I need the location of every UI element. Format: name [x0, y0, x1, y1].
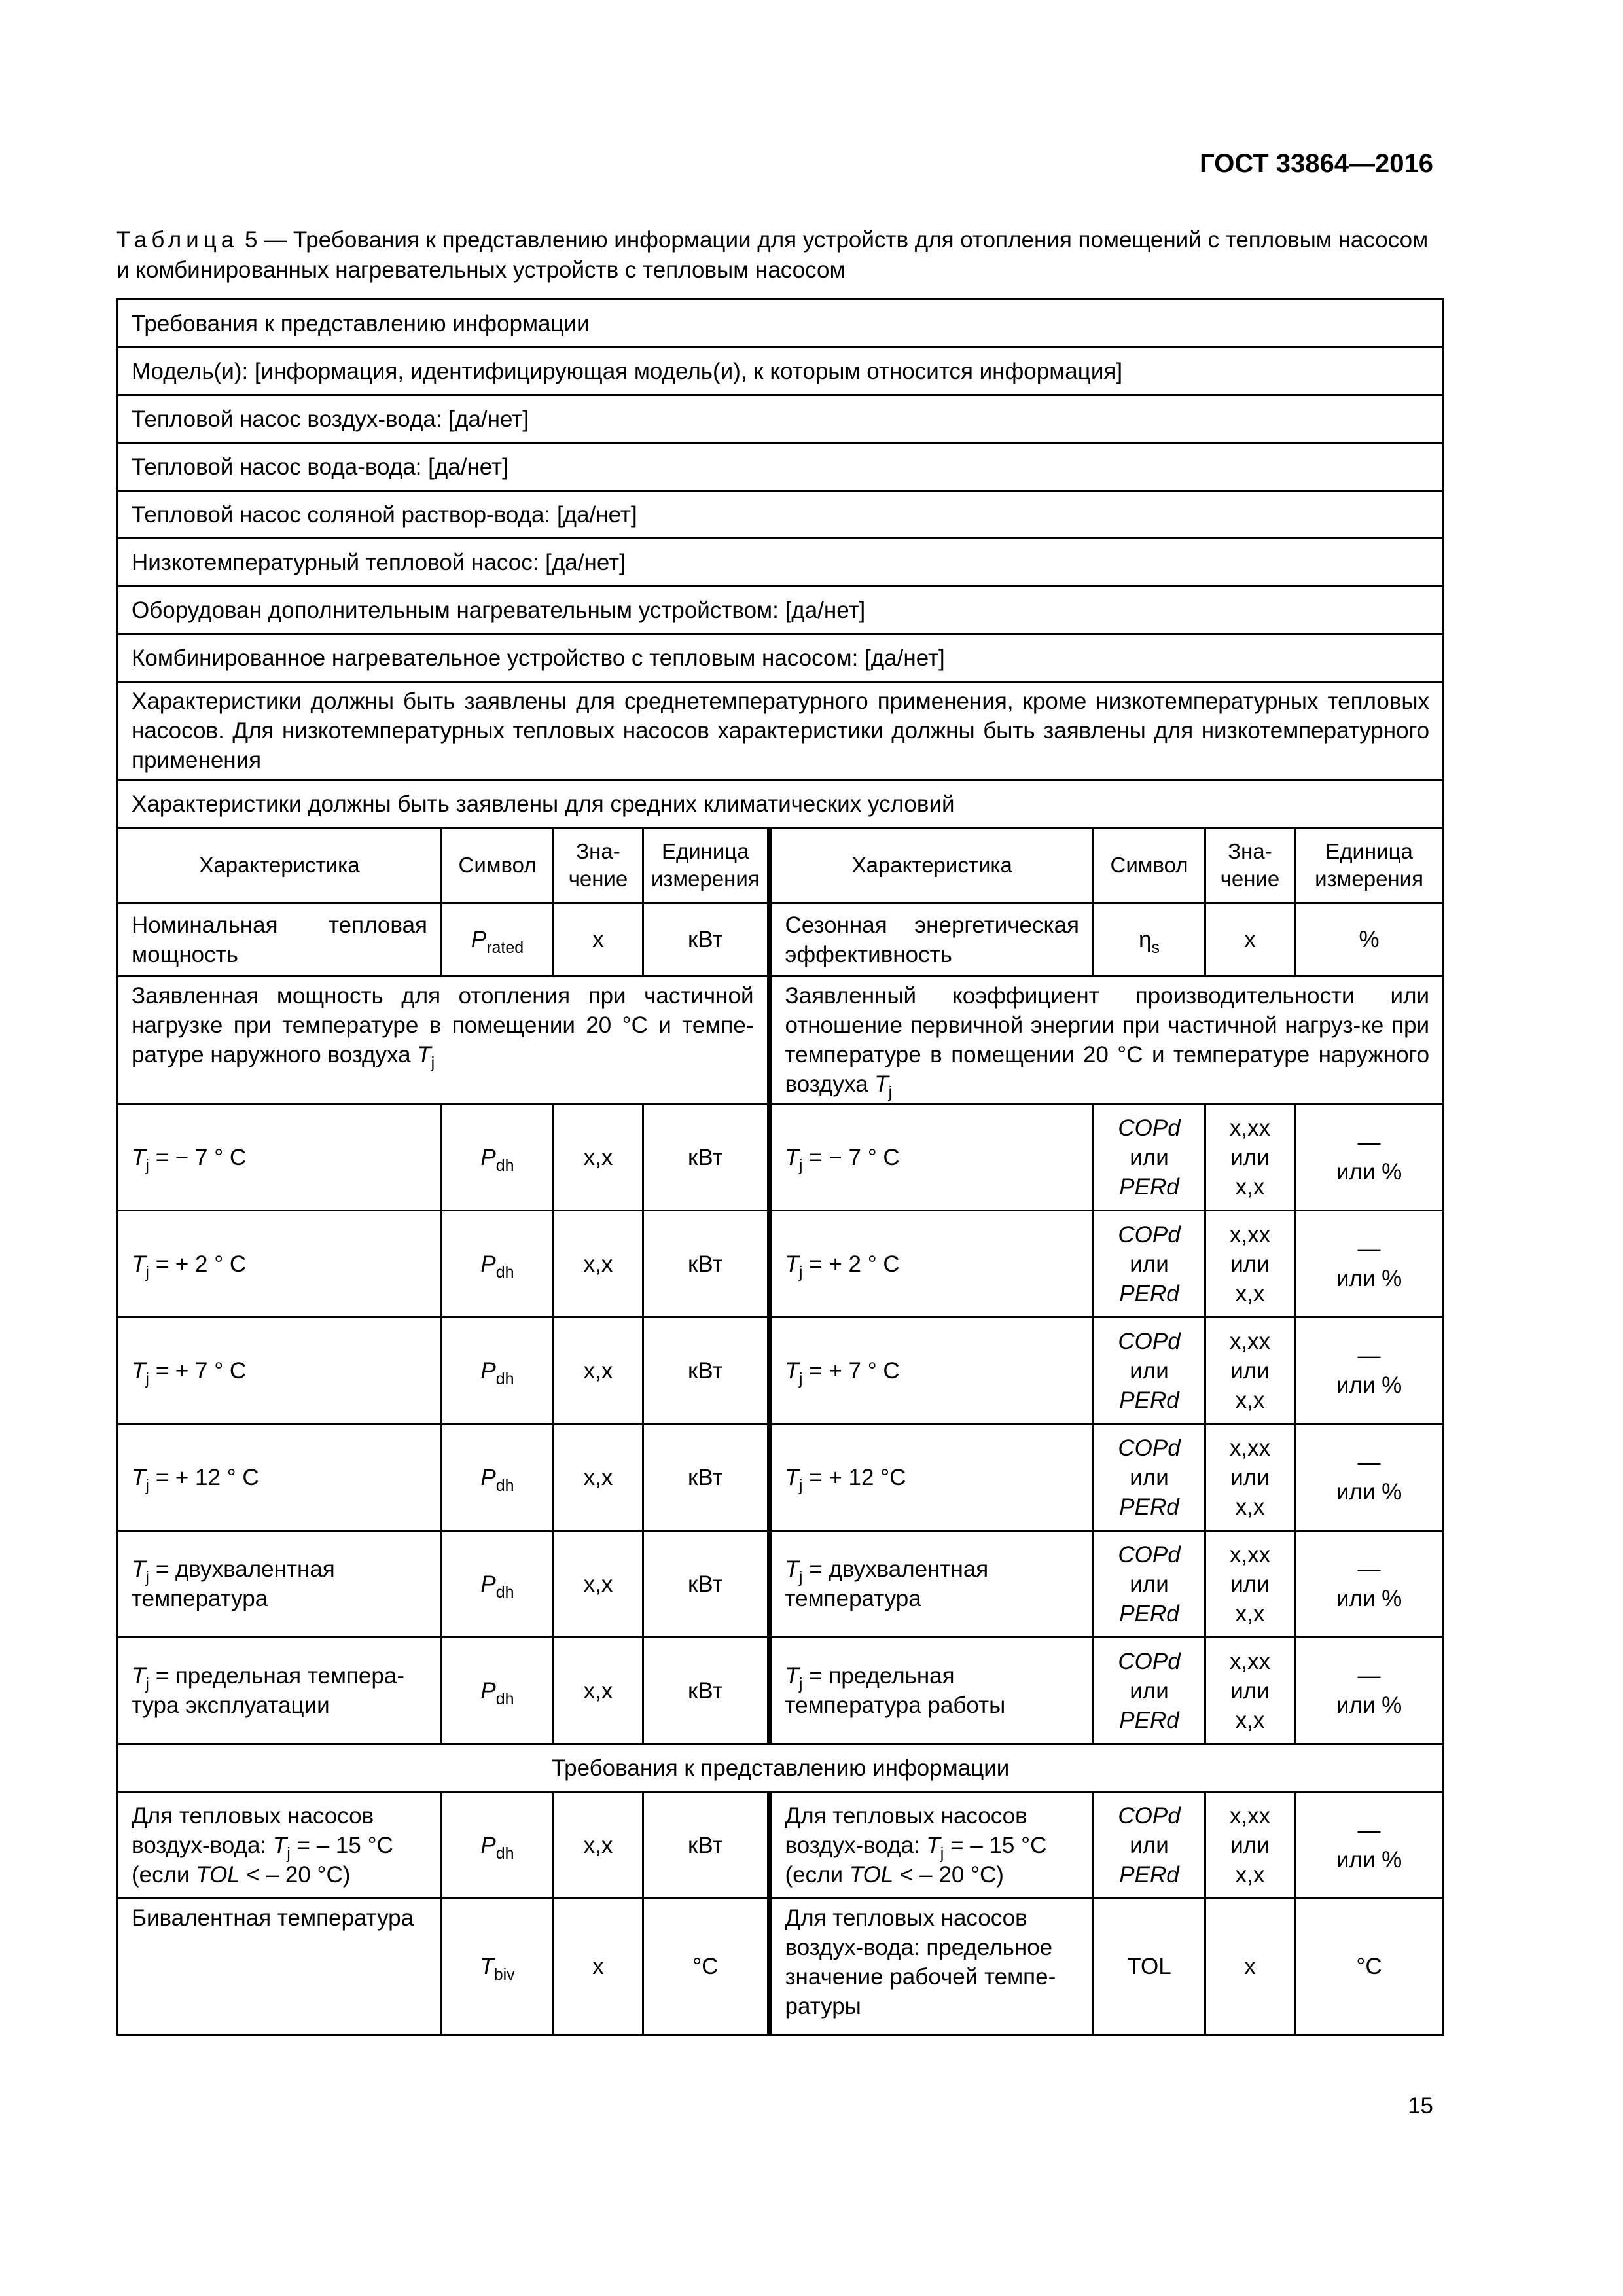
- col-value-right: Зна- чение: [1205, 828, 1295, 903]
- col-value-left: Зна- чение: [554, 828, 643, 903]
- temp-left-label: $T_j$ = + 2 ° C: [118, 1211, 442, 1318]
- air-water-row: Тепловой насос воздух-вода: [да/нет]: [118, 395, 1444, 443]
- temp-right-label: $T_j$ = двухвалентная температура: [770, 1531, 1094, 1638]
- seasonal-efficiency-unit: %: [1295, 903, 1444, 977]
- seasonal-efficiency-value: x: [1205, 903, 1295, 977]
- cop-unit: — или %: [1295, 1638, 1444, 1744]
- standard-code: ГОСТ 33864—2016: [1200, 149, 1433, 178]
- model-row: Модель(и): [информация, идентифицирующая модель(и), к которым относится информация]: [118, 348, 1444, 395]
- temp-right-label: $T_j$ = − 7 ° C: [770, 1104, 1094, 1211]
- cop-unit: — или %: [1295, 1211, 1444, 1318]
- climate-note-row: Характеристики должны быть заявлены для средних климатических условий: [118, 780, 1444, 828]
- cop-value: x,xx или x,x: [1205, 1211, 1295, 1318]
- section-title: Требования к представлению информации: [118, 1744, 1444, 1792]
- pdh-symbol: $P_{dh}$: [442, 1104, 554, 1211]
- cop-unit: — или %: [1295, 1318, 1444, 1424]
- cop-symbol: COPd или PERd: [1094, 1211, 1205, 1318]
- declared-capacity-text: Заявленная мощность для отопления при частичной нагрузке при температуре в помещении 20 °C и темпе-ратуре наружного воздуха $T_j$: [118, 977, 770, 1104]
- temp-row: [118, 1318, 1444, 1424]
- temp-row: [118, 1424, 1444, 1531]
- cop-symbol: COPd или PERd: [1094, 1424, 1205, 1531]
- cop-value: x,xx или x,x: [1205, 1318, 1295, 1424]
- temp-left-label: $T_j$ = предельная темпера-тура эксплуатации: [118, 1638, 442, 1744]
- temp-row: [118, 1211, 1444, 1318]
- combination-heater-row: Комбинированное нагревательное устройство с тепловым насосом: [да/нет]: [118, 634, 1444, 682]
- caption-text: — Требования к представлению информации для устройств для отопления помещений с тепловым насосом и комбинированных нагревательных устройств с тепловым насосом: [116, 227, 1429, 283]
- seasonal-efficiency-symbol: $\eta_s$: [1094, 903, 1205, 977]
- rated-row: [118, 903, 1444, 977]
- water-water-row: Тепловой насос вода-вода: [да/нет]: [118, 443, 1444, 491]
- rated-output-symbol: $P_{rated}$: [442, 903, 554, 977]
- temp-left-label: $T_j$ = − 7 ° C: [118, 1104, 442, 1211]
- cop-value: x,xx или x,x: [1205, 1531, 1295, 1638]
- bivalent-symbol: $T_{biv}$: [442, 1899, 554, 2035]
- page-number: 15: [1408, 2093, 1433, 2119]
- bivalent-unit: °C: [643, 1899, 770, 2035]
- col-characteristic-right: Характеристика: [770, 828, 1094, 903]
- aw-right-label: Для тепловых насосов воздух-вода: $T_j$ = – 15 °C (если TOL < – 20 °C): [770, 1792, 1094, 1899]
- col-symbol-right: Символ: [1094, 828, 1205, 903]
- pdh-value: x,x: [554, 1211, 643, 1318]
- tol-symbol: TOL: [1094, 1899, 1205, 2035]
- pdh-symbol: $P_{dh}$: [442, 1318, 554, 1424]
- pdh-unit: кВт: [643, 1318, 770, 1424]
- air-water-limit-row: [118, 1792, 1444, 1899]
- caption-number: 5: [244, 227, 258, 253]
- cop-symbol: COPd или PERd: [1094, 1104, 1205, 1211]
- low-temp-row: Низкотемпературный тепловой насос: [да/нет]: [118, 539, 1444, 586]
- info-requirements-title: Требования к представлению информации: [118, 300, 1444, 348]
- cop-value: x,xx или x,x: [1205, 1104, 1295, 1211]
- seasonal-efficiency-label: Сезонная энергетическая эффективность: [770, 903, 1094, 977]
- tol-label: Для тепловых насосов воздух-вода: предельное значение рабочей темпе-ратуры: [770, 1899, 1094, 2035]
- temp-row: [118, 1531, 1444, 1638]
- col-characteristic-left: Характеристика: [118, 828, 442, 903]
- requirements-table: [116, 298, 1444, 2036]
- temp-right-label: $T_j$ = + 7 ° C: [770, 1318, 1094, 1424]
- rated-output-value: x: [554, 903, 643, 977]
- pdh-symbol: $P_{dh}$: [442, 1424, 554, 1531]
- temp-right-label: $T_j$ = + 2 ° C: [770, 1211, 1094, 1318]
- cop-symbol: COPd или PERd: [1094, 1638, 1205, 1744]
- bivalent-label: Бивалентная температура: [118, 1899, 442, 2035]
- temp-row: [118, 1104, 1444, 1211]
- tol-unit: °C: [1295, 1899, 1444, 2035]
- declared-row: [118, 977, 1444, 1104]
- pdh-unit: кВт: [643, 1104, 770, 1211]
- temp-left-label: $T_j$ = + 12 ° C: [118, 1424, 442, 1531]
- pdh-value: x,x: [554, 1792, 643, 1899]
- declared-cop-text: Заявленный коэффициент производительности или отношение первичной энергии при частичной нагруз-ке при температуре в помещении 20 °C и температуре наружного воздуха $T_j$: [770, 977, 1444, 1104]
- pdh-value: x,x: [554, 1638, 643, 1744]
- temp-left-label: $T_j$ = двухвалентная температура: [118, 1531, 442, 1638]
- temp-right-label: $T_j$ = + 12 °C: [770, 1424, 1094, 1531]
- temp-left-label: $T_j$ = + 7 ° C: [118, 1318, 442, 1424]
- rated-output-label: Номинальная тепловая мощность: [118, 903, 442, 977]
- cop-symbol: COPd или PERd: [1094, 1531, 1205, 1638]
- pdh-unit: кВт: [643, 1531, 770, 1638]
- pdh-symbol: $P_{dh}$: [442, 1531, 554, 1638]
- column-header-row: [118, 828, 1444, 903]
- rated-output-unit: кВт: [643, 903, 770, 977]
- aw-left-label: Для тепловых насосов воздух-вода: $T_j$ = – 15 °C (если TOL < – 20 °C): [118, 1792, 442, 1899]
- application-note-row: Характеристики должны быть заявлены для среднетемпературного применения, кроме низкотемпературных тепловых насосов. Для низкотемпературных тепловых насосов характеристики должны быть заявлены для низкотемпературного применения: [118, 682, 1444, 780]
- cop-value: x,xx или x,x: [1205, 1792, 1295, 1899]
- pdh-value: x,x: [554, 1104, 643, 1211]
- cop-unit: — или %: [1295, 1531, 1444, 1638]
- pdh-unit: кВт: [643, 1792, 770, 1899]
- temp-row: [118, 1638, 1444, 1744]
- cop-symbol: COPd или PERd: [1094, 1318, 1205, 1424]
- pdh-value: x,x: [554, 1318, 643, 1424]
- bivalent-row: [118, 1899, 1444, 2035]
- col-unit-left: Единица измерения: [643, 828, 770, 903]
- pdh-unit: кВт: [643, 1424, 770, 1531]
- caption-label: Таблица: [116, 227, 239, 253]
- col-unit-right: Единица измерения: [1295, 828, 1444, 903]
- pdh-symbol: $P_{dh}$: [442, 1638, 554, 1744]
- cop-unit: — или %: [1295, 1792, 1444, 1899]
- col-symbol-left: Символ: [442, 828, 554, 903]
- pdh-value: x,x: [554, 1531, 643, 1638]
- table-caption: [116, 225, 1441, 285]
- cop-value: x,xx или x,x: [1205, 1424, 1295, 1531]
- pdh-unit: кВт: [643, 1638, 770, 1744]
- pdh-symbol: $P_{dh}$: [442, 1211, 554, 1318]
- temp-right-label: $T_j$ = предельная температура работы: [770, 1638, 1094, 1744]
- bivalent-value: x: [554, 1899, 643, 2035]
- cop-value: x,xx или x,x: [1205, 1638, 1295, 1744]
- cop-unit: — или %: [1295, 1104, 1444, 1211]
- pdh-symbol: $P_{dh}$: [442, 1792, 554, 1899]
- pdh-unit: кВт: [643, 1211, 770, 1318]
- pdh-value: x,x: [554, 1424, 643, 1531]
- tol-value: x: [1205, 1899, 1295, 2035]
- supplementary-heater-row: Оборудован дополнительным нагревательным устройством: [да/нет]: [118, 586, 1444, 634]
- brine-water-row: Тепловой насос соляной раствор-вода: [да/нет]: [118, 491, 1444, 539]
- cop-symbol: COPd или PERd: [1094, 1792, 1205, 1899]
- cop-unit: — или %: [1295, 1424, 1444, 1531]
